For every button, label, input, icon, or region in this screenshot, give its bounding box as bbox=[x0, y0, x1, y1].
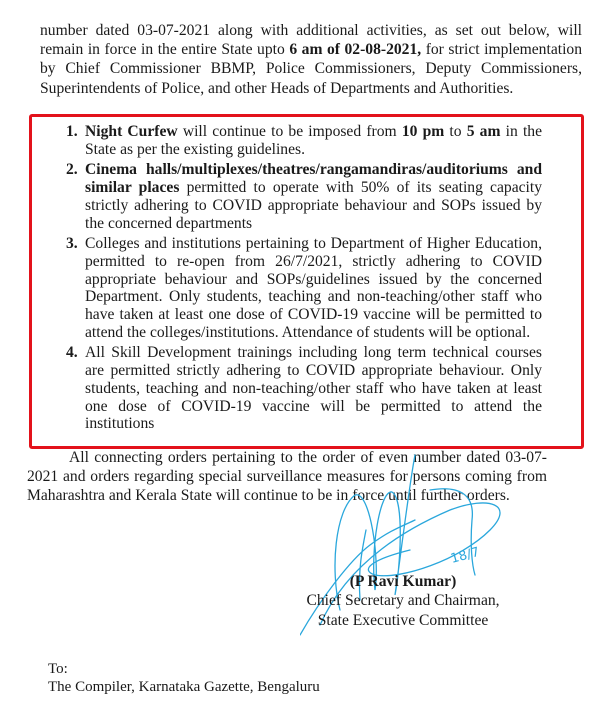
item-time-end: 5 am bbox=[466, 123, 501, 140]
recipient-name: The Compiler, Karnataka Gazette, Bengaluru bbox=[48, 679, 320, 696]
intro-text-end: for strict implementation by Chief Commissioner BBMP, Police Commissioners, Deputy Commissioners, Superintendents of Police, and other Heads of Departments and Authorities. bbox=[40, 41, 582, 97]
signature-block bbox=[288, 572, 518, 630]
signatory-committee: State Executive Committee bbox=[317, 611, 489, 629]
item-number: 2. bbox=[66, 161, 78, 179]
item-number: 1. bbox=[66, 123, 78, 140]
item-number: 4. bbox=[66, 344, 78, 362]
intro-paragraph bbox=[40, 21, 582, 98]
list-item bbox=[66, 344, 542, 433]
item-heading: Night Curfew bbox=[85, 123, 178, 140]
item-heading: Cinema halls/multiplexes/theatres/rangamandiras/auditoriums and similar places bbox=[85, 161, 542, 197]
item-time-start: 10 pm bbox=[401, 123, 445, 140]
item-text: Colleges and institutions pertaining to Department of Higher Education, permitted to re-open from 26/7/2021, strictly adhering to COVID appropriate behaviour and SOPs/guidelines issued by the concerned Department. Only students, teaching and non-teaching/other staff who have taken at least one dose of COVID-19 vaccine will be permitted to attend the colleges/institutions. Attendance of students will be optional. bbox=[85, 235, 542, 341]
to-label: To: bbox=[48, 661, 68, 677]
list-item bbox=[66, 123, 542, 158]
outro-text: All connecting orders pertaining to the order of even number dated 03-07-2021 and orders regarding special surveillance measures for persons coming from Maharashtra and Kerala State will continue to be in force until further orders. bbox=[27, 449, 547, 505]
signatory-title: Chief Secretary and Chairman, bbox=[306, 592, 500, 610]
signatory-name: (P Ravi Kumar) bbox=[349, 573, 457, 590]
item-text: will continue to be imposed from bbox=[177, 123, 402, 140]
item-number: 3. bbox=[66, 235, 78, 253]
signature-date-annotation: 18/7 bbox=[449, 544, 482, 567]
item-text: permitted to operate with 50% of its seating capacity strictly adhering to COVID appropriate behaviour and SOPs issued by the concerned departments bbox=[85, 179, 543, 232]
intro-text: number dated 03-07-2021 along with additional activities, as set out below, will remain in force in the entire State upto bbox=[40, 22, 582, 59]
list-item bbox=[66, 161, 542, 232]
outro-paragraph bbox=[27, 448, 547, 506]
item-text: in the State as per the existing guidelines. bbox=[85, 123, 543, 158]
item-text: All Skill Development trainings including long term technical courses are permitted strictly adhering to COVID appropriate behaviour. Only students, teaching and non-teaching/other staff who have taken at least one dose of COVID-19 vaccine will be permitted to attend the institutions bbox=[85, 344, 542, 433]
recipient-block bbox=[48, 660, 320, 697]
intro-deadline: 6 am of 02-08-2021, bbox=[289, 41, 422, 59]
item-text: to bbox=[444, 123, 467, 140]
list-item bbox=[66, 235, 542, 341]
order-items-list bbox=[66, 123, 542, 436]
